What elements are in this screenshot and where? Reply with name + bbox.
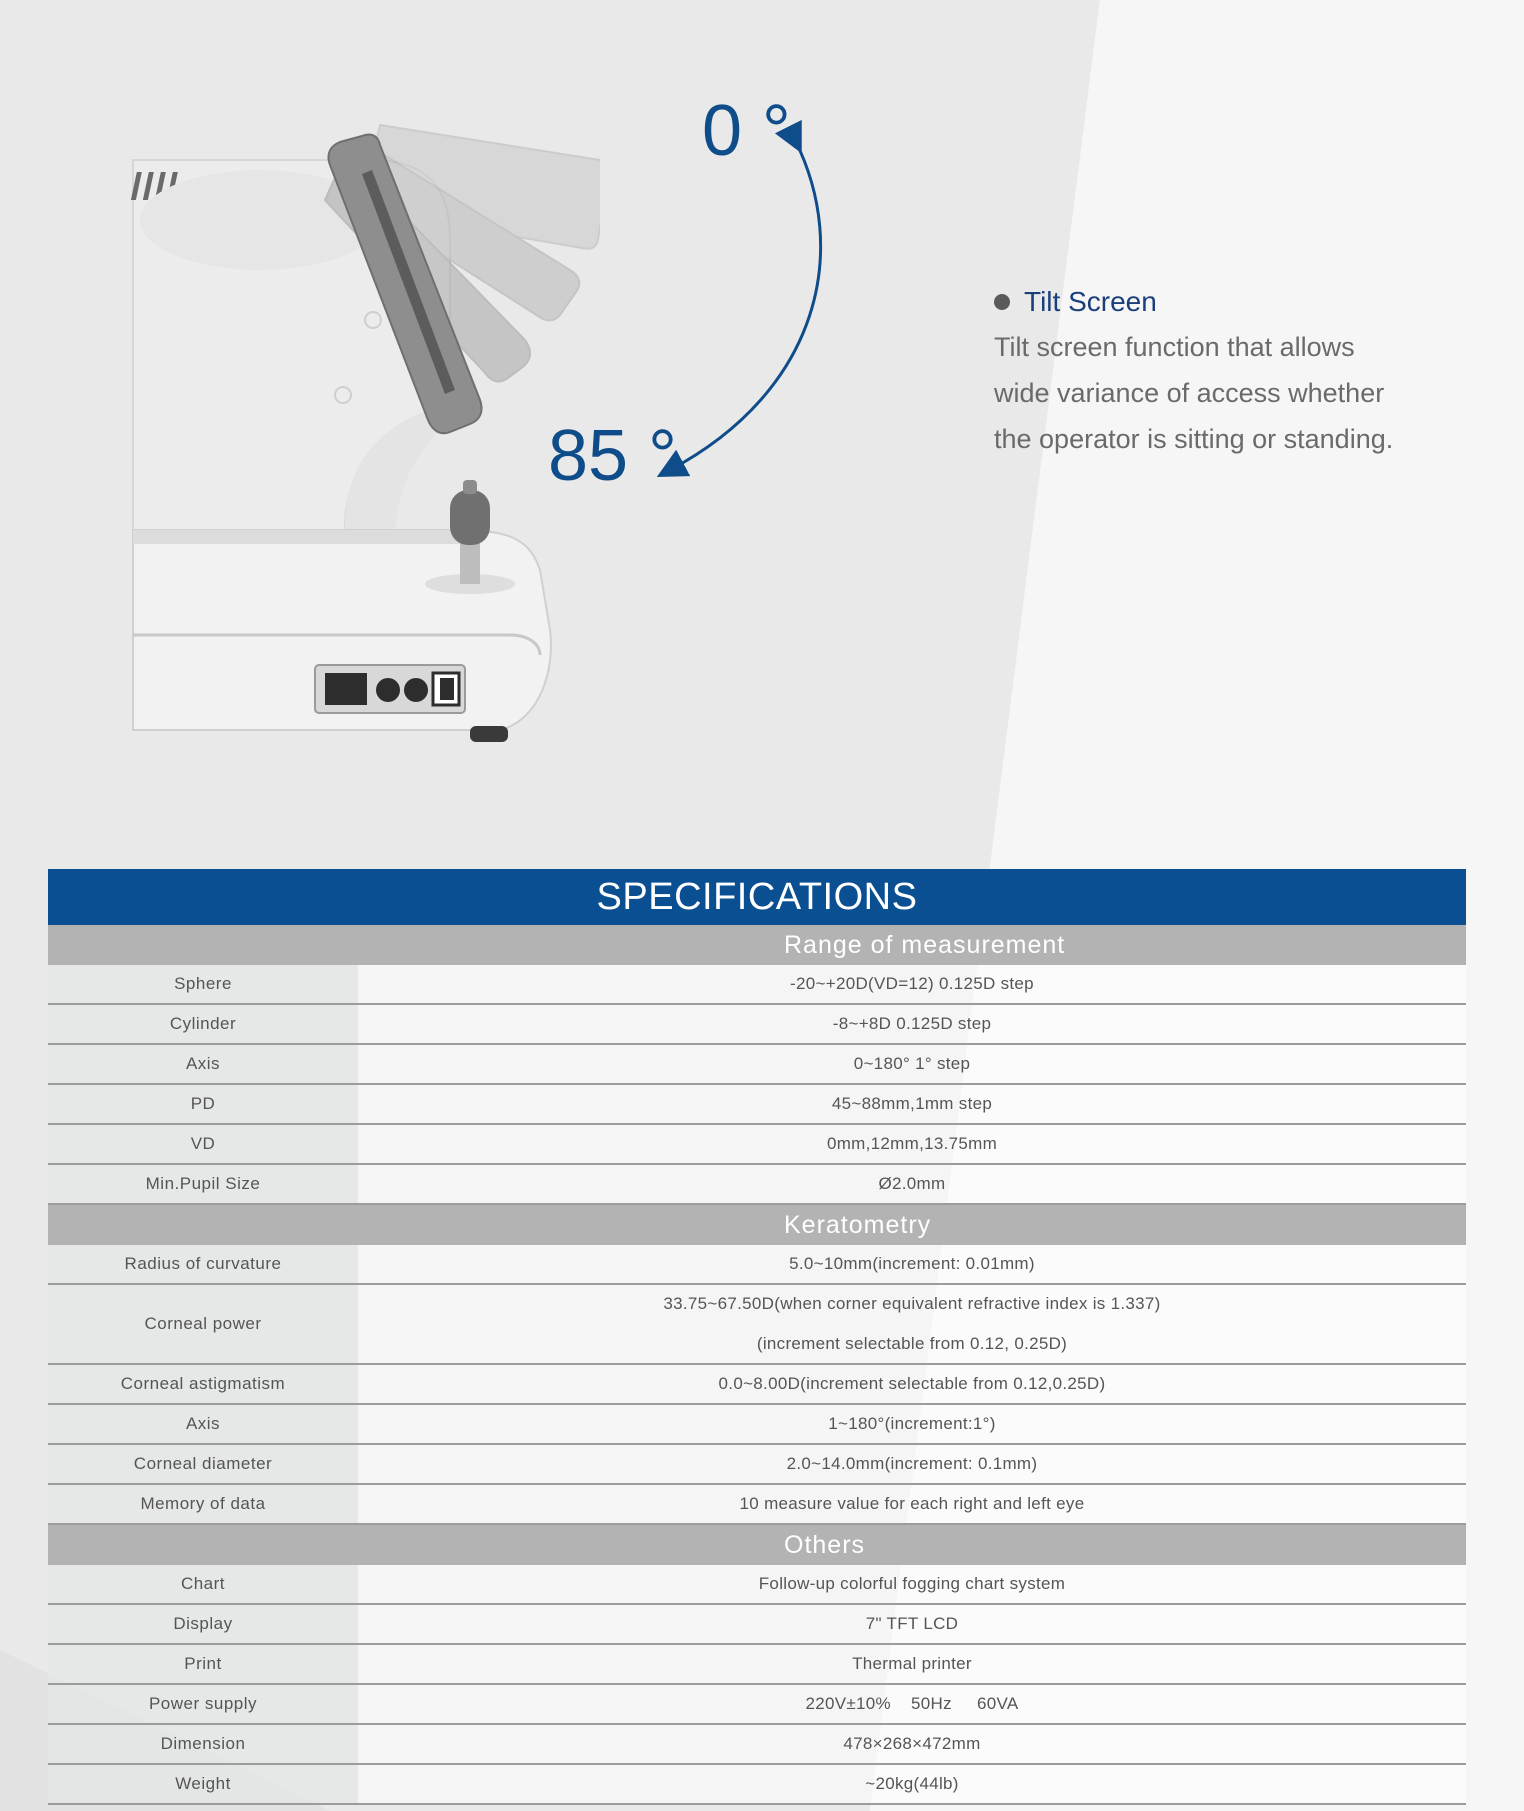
row-value-text: 2.0~14.0mm(increment: 0.1mm)	[786, 1454, 1038, 1473]
row-value	[358, 1165, 1466, 1203]
row-value	[358, 965, 1466, 1003]
row-value-text: 1~180°(increment:1°)	[828, 1414, 996, 1433]
feature-description-line: the operator is sitting or standing.	[994, 424, 1394, 454]
row-label: Radius of curvature	[48, 1245, 358, 1283]
table-row	[48, 1045, 1466, 1085]
row-value-text: 5.0~10mm(increment: 0.01mm)	[789, 1254, 1035, 1273]
row-label: Axis	[48, 1045, 358, 1083]
row-value	[358, 1645, 1466, 1683]
row-label: PD	[48, 1085, 358, 1123]
section-rows-others	[48, 1565, 1466, 1805]
table-row	[48, 1605, 1466, 1645]
row-value-text: Ø2.0mm	[878, 1174, 946, 1193]
feature-title	[994, 280, 1414, 324]
row-value-text: 45~88mm,1mm step	[831, 1094, 993, 1113]
row-value	[358, 1725, 1466, 1763]
row-value-text: 33.75~67.50D(when corner equivalent refractive index is 1.337)	[663, 1294, 1161, 1313]
row-label: Print	[48, 1645, 358, 1683]
table-row	[48, 1005, 1466, 1045]
table-row	[48, 1125, 1466, 1165]
angle-label-top: 0 °	[702, 91, 791, 171]
row-value-text: 220V±10% 50Hz 60VA	[805, 1694, 1019, 1713]
row-value	[358, 1125, 1466, 1163]
bullet-icon	[994, 294, 1010, 310]
section-header-others: Others	[48, 1525, 1466, 1565]
row-value	[358, 1565, 1466, 1603]
feature-description	[994, 324, 1414, 462]
row-label: Dimension	[48, 1725, 358, 1763]
feature-block	[994, 280, 1414, 462]
row-value-text: Follow-up colorful fogging chart system	[758, 1574, 1066, 1593]
row-value-text: -20~+20D(VD=12) 0.125D step	[790, 974, 1034, 993]
row-label: Min.Pupil Size	[48, 1165, 358, 1203]
section-header-keratometry: Keratometry	[48, 1205, 1466, 1245]
row-label: VD	[48, 1125, 358, 1163]
specifications-header: SPECIFICATIONS	[48, 869, 1466, 925]
row-value	[358, 1405, 1466, 1443]
row-label: Corneal diameter	[48, 1445, 358, 1483]
row-label: Corneal astigmatism	[48, 1365, 358, 1403]
feature-title-text: Tilt Screen	[1024, 286, 1157, 317]
angle-label-bottom: 85 °	[548, 416, 677, 496]
row-label: Power supply	[48, 1685, 358, 1723]
row-label: Memory of data	[48, 1485, 358, 1523]
row-value-text: 0.0~8.00D(increment selectable from 0.12,0.25D)	[718, 1374, 1106, 1393]
row-value-text: 10 measure value for each right and left eye	[739, 1494, 1085, 1513]
row-value	[358, 1085, 1466, 1123]
row-value-text: 0mm,12mm,13.75mm	[826, 1134, 998, 1153]
row-value	[358, 1045, 1466, 1083]
row-value-text: (increment selectable from 0.12, 0.25D)	[756, 1334, 1068, 1353]
table-row	[48, 1765, 1466, 1805]
row-value	[358, 1685, 1466, 1723]
table-row	[48, 1365, 1466, 1405]
feature-description-line: Tilt screen function that allows	[994, 332, 1355, 362]
row-value-text: 0~180° 1° step	[853, 1054, 971, 1073]
table-row	[48, 965, 1466, 1005]
feature-description-line: wide variance of access whether	[994, 378, 1385, 408]
row-label: Corneal power	[48, 1285, 358, 1363]
row-value-text: Thermal printer	[852, 1654, 972, 1673]
row-value	[358, 1285, 1466, 1363]
row-label: Chart	[48, 1565, 358, 1603]
row-value	[358, 1765, 1466, 1803]
section-rows-range	[48, 965, 1466, 1205]
table-row	[48, 1645, 1466, 1685]
row-value-text: -8~+8D 0.125D step	[832, 1014, 992, 1033]
row-value	[358, 1005, 1466, 1043]
row-label: Cylinder	[48, 1005, 358, 1043]
row-value-text: ~20kg(44lb)	[865, 1774, 959, 1793]
section-header-range: Range of measurement	[48, 925, 1466, 965]
table-row	[48, 1405, 1466, 1445]
row-label: Display	[48, 1605, 358, 1643]
table-row	[48, 1725, 1466, 1765]
section-rows-keratometry	[48, 1245, 1466, 1525]
row-value	[358, 1605, 1466, 1643]
row-label: Axis	[48, 1405, 358, 1443]
row-value	[358, 1365, 1466, 1403]
table-row	[48, 1085, 1466, 1125]
table-row	[48, 1485, 1466, 1525]
table-row	[48, 1565, 1466, 1605]
row-value	[358, 1445, 1466, 1483]
row-value	[358, 1485, 1466, 1523]
specifications-table	[48, 869, 1466, 1805]
table-row	[48, 1165, 1466, 1205]
row-value	[358, 1245, 1466, 1283]
table-row	[48, 1685, 1466, 1725]
table-row	[48, 1245, 1466, 1285]
row-label: Weight	[48, 1765, 358, 1803]
device-illustration	[130, 110, 600, 750]
row-value-text: 7" TFT LCD	[865, 1614, 959, 1633]
table-row	[48, 1445, 1466, 1485]
row-label: Sphere	[48, 965, 358, 1003]
row-value-text: 478×268×472mm	[843, 1734, 981, 1753]
table-row	[48, 1285, 1466, 1365]
